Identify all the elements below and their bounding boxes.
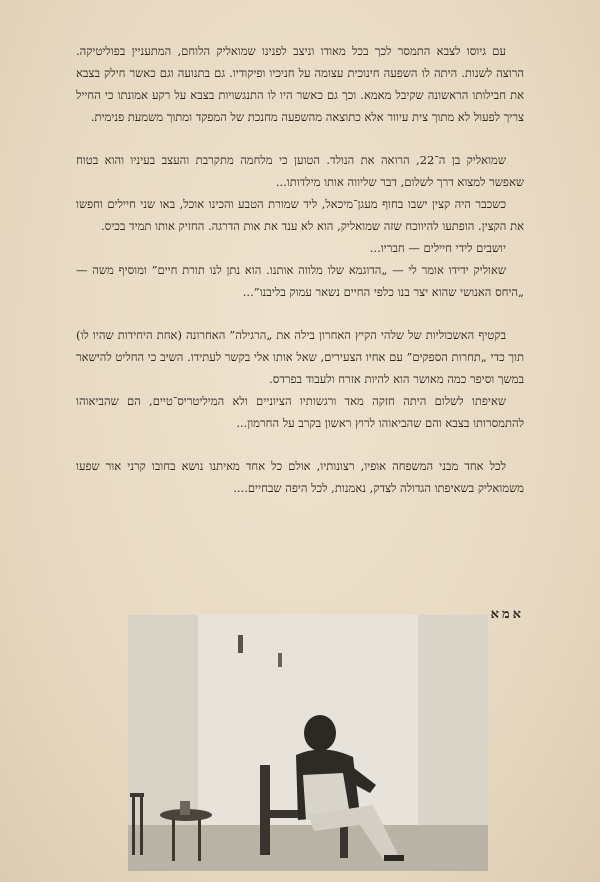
paragraph: בקטיף האשכוליות של שלהי הקיץ האחרון בילה את „הרגילה” האחרונה (אחת היחידות שהיו לו) תוך כדי „תחרות הספקים” עם אחיו הצעירים, שאל אותו אלי בקשר לעתידו. השיב כי החליט להישאר במשך וסיפר כמה מאושר הוא להיות אזרח ולעבוד בפרדס. [76, 328, 524, 386]
photo-illustration [128, 615, 488, 871]
paragraph: שמואליק בן ה־22, הרואה את הנולד. הטוען כי מלחמה מתקרבת והעצב בעיניו והוא בטוח שאפשר למצוא דרך לשלום, דבר שליווה אותו מילדותו... [76, 153, 524, 189]
paragraph: כשכבר היה קצין ישבו בחוף מעגן־מיכאל, ליד שמורת הטבע והכינו אוכל, באו שני חיילים וחפשו את הקצין. הופתעו להיווכח שזה שמואליק, הוא לא ענד את אות הדרגה. החזיק אותו תמיד בכיס. [76, 197, 524, 233]
paragraph: שאיפתו לשלום היתה חזקה מאד ורגשותיו הציוניים ולא המיליטריס־טיים, הם שהביאוהו להתמסרותו בצבא והם שהביאוהו לרוץ ראשון בקרב על החרמון... [76, 394, 524, 430]
paragraph: שאוליק ידידו אומר לי — „הדוגמא שלו מלווה אותנו. הוא נתן לנו תורת חיים” ומוסיף משה — „היחס האנושי שהוא יצר בנו כלפי החיים נשאר עמוק בליבנו”... [76, 263, 524, 299]
signature: אמא [490, 607, 524, 622]
photograph [128, 615, 488, 871]
paragraph: יושבים לידי חיילים — חבריו... [369, 241, 506, 255]
article-body [76, 40, 524, 499]
paragraph: לכל אחד מבני המשפחה אופיו, רצונותיו, אולם כל אחד מאיתנו נושא בחובו קרני אור שפעו משמואליק בשאיפתו הגדולה לצדק, נאמנות, לכל היפה שבחיים.... [76, 459, 524, 495]
paragraph: עם גיוסו לצבא התמסר לכך בכל מאודו וניצב לפנינו שמואליק הלוחם, המתעניין בפוליטיקה. הרוצה לשנות. היתה לו השפעה חינוכית עצומה על חניכיו ופיקודיו. גם בתנועה וגם כאשר חילק בצבא את חבילותו הראשונה שקיבל מאמא. וכך גם כאשר היו לו התנגשויות בצבא על רקע אמונתו כי החייל צריך לפעול לא מתוך צית עיוור אלא כתוצאה מהשפעה מחנכת של המפקד ומתוך משמעת פנימית. [76, 44, 524, 124]
